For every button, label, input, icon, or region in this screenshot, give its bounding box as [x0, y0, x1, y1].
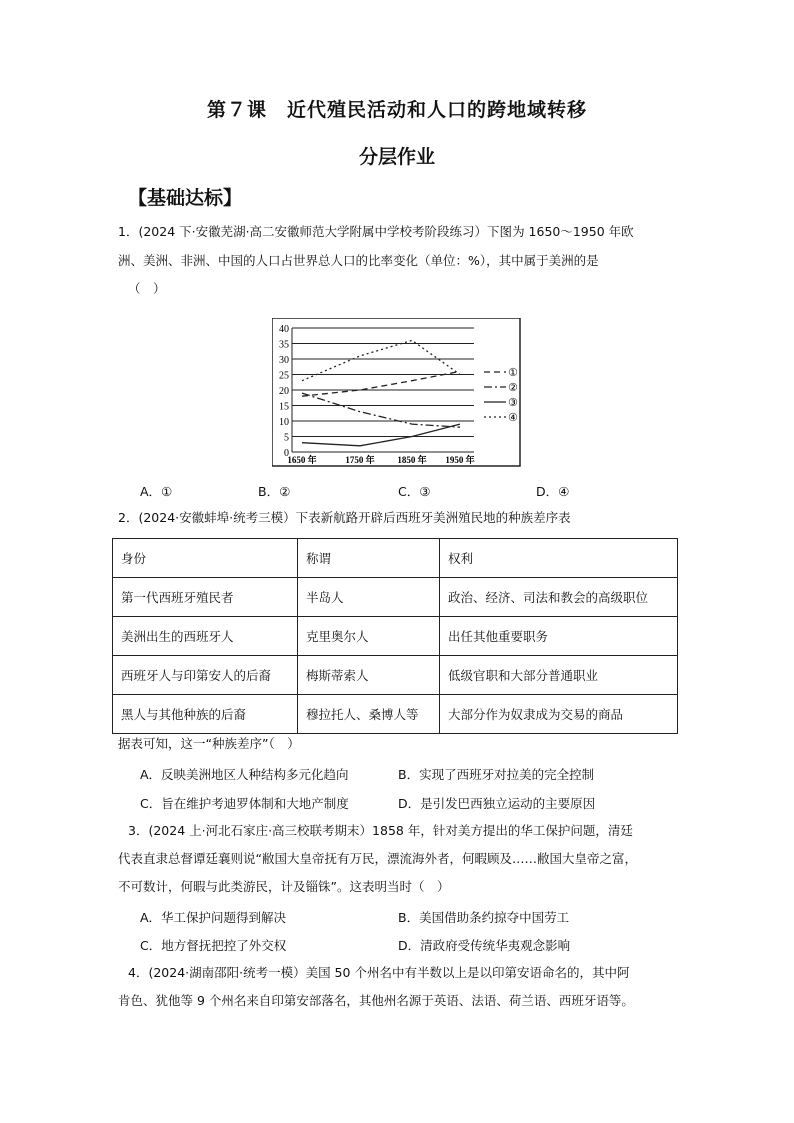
- series-line-3: [302, 424, 460, 446]
- y-tick-label: 0: [284, 448, 289, 459]
- table-cell: 美洲出生的西班牙人: [113, 617, 298, 656]
- series-line-2: [302, 393, 460, 427]
- table-row: [113, 656, 678, 695]
- table-row: [113, 695, 678, 734]
- chart-frame: [272, 318, 520, 466]
- y-tick-label: 10: [279, 417, 289, 428]
- q1-option-a[interactable]: A．①: [140, 484, 173, 499]
- q3-option-d[interactable]: D．清政府受传统华夷观念影响: [398, 938, 571, 953]
- legend-label: ④: [508, 411, 518, 424]
- y-tick-label: 15: [279, 401, 289, 413]
- q3-option-c[interactable]: C．地方督抚把控了外交权: [140, 938, 287, 953]
- table-cell: 半岛人: [298, 578, 440, 617]
- table-cell: 出任其他重要职务: [440, 617, 678, 656]
- population-line-chart: [272, 318, 522, 468]
- q2-stem: 2．(2024·安徽蚌埠·统考三模）下表新航路开辟后西班牙美洲殖民地的种族差序表: [118, 510, 571, 525]
- y-tick-label: 20: [279, 386, 289, 397]
- y-tick-label: 5: [284, 432, 289, 444]
- y-tick-label: 25: [279, 370, 289, 382]
- q1-option-d[interactable]: D．④: [536, 484, 570, 499]
- table-row: [113, 617, 678, 656]
- q2-option-d[interactable]: D．是引发巴西独立运动的主要原因: [398, 796, 596, 811]
- q4-line2: 肯色、犹他等 9 个州名来自印第安部落名，其他州名源于英语、法语、荷兰语、西班牙语等。: [118, 993, 634, 1008]
- y-tick-label: 40: [279, 324, 289, 335]
- q3-option-b[interactable]: B．美国借助条约掠夺中国劳工: [398, 910, 570, 925]
- legend-label: ②: [508, 381, 518, 394]
- y-tick-label: 35: [279, 339, 289, 351]
- table-header-row: [113, 539, 678, 578]
- q4-line1: 4．(2024·湖南邵阳·统考一模）美国 50 个州名中有半数以上是以印第安语命名的，其中阿: [128, 965, 630, 980]
- x-tick-label: 1650 年: [287, 455, 317, 465]
- race-hierarchy-table: [112, 538, 678, 734]
- q1-line2: 洲、美洲、非洲、中国的人口占世界总人口的比率变化（单位：%），其中属于美洲的是: [118, 253, 599, 268]
- q1-line3: （ ）: [128, 281, 166, 296]
- table-cell: 低级官职和大部分普通职业: [440, 656, 678, 695]
- table-cell: 黑人与其他种族的后裔: [113, 695, 298, 734]
- page-subtitle: 分层作业: [358, 146, 435, 168]
- q1-option-c[interactable]: C．③: [398, 484, 431, 499]
- x-tick-label: 1750 年: [345, 455, 375, 465]
- x-tick-label: 1950 年: [445, 455, 475, 465]
- q1-line1: 1．(2024 下·安徽芜湖·高二安徽师范大学附属中学校考阶段练习）下图为 1650～1950 年欧: [118, 224, 634, 239]
- section-heading: 【基础达标】: [128, 187, 243, 209]
- y-tick-label: 30: [279, 355, 289, 366]
- q1-option-b[interactable]: B．②: [258, 484, 291, 499]
- header-identity: 身份: [113, 539, 298, 578]
- table-cell: 梅斯蒂索人: [298, 656, 440, 695]
- table-cell: 克里奥尔人: [298, 617, 440, 656]
- x-tick-label: 1850 年: [397, 455, 427, 465]
- q3-line1: 3．(2024 上·河北石家庄·高三校联考期末）1858 年，针对美方提出的华工保护问题，清廷: [128, 823, 633, 838]
- table-cell: 穆拉托人、桑博人等: [298, 695, 440, 734]
- q3-option-a[interactable]: A．华工保护问题得到解决: [140, 910, 287, 925]
- table-cell: 西班牙人与印第安人的后裔: [113, 656, 298, 695]
- series-line-1: [302, 371, 460, 396]
- table-cell: 大部分作为奴隶成为交易的商品: [440, 695, 678, 734]
- header-rights: 权利: [440, 539, 678, 578]
- q3-line3: 不可数计，何暇与此类游民，计及锱铢”。这表明当时（ ）: [118, 879, 450, 894]
- q2-option-c[interactable]: C．旨在维护考迪罗体制和大地产制度: [140, 796, 349, 811]
- q2-option-b[interactable]: B．实现了西班牙对拉美的完全控制: [398, 767, 595, 782]
- q3-line2: 代表直隶总督谭廷襄则说“敝国大皇帝抚有万民，漂流海外者，何暇顾及……敝国大皇帝之富，: [118, 851, 637, 866]
- header-title: 称谓: [298, 539, 440, 578]
- lesson-title: 第７课 近代殖民活动和人口的跨地域转移: [206, 99, 587, 121]
- legend-label: ①: [508, 366, 518, 379]
- table-cell: 第一代西班牙殖民者: [113, 578, 298, 617]
- legend-label: ③: [508, 396, 518, 409]
- q2-option-a[interactable]: A．反映美洲地区人种结构多元化趋向: [140, 767, 349, 782]
- table-cell: 政治、经济、司法和教会的高级职位: [440, 578, 678, 617]
- q2-after: 据表可知，这一“种族差序”（ ）: [118, 736, 300, 751]
- table-row: [113, 578, 678, 617]
